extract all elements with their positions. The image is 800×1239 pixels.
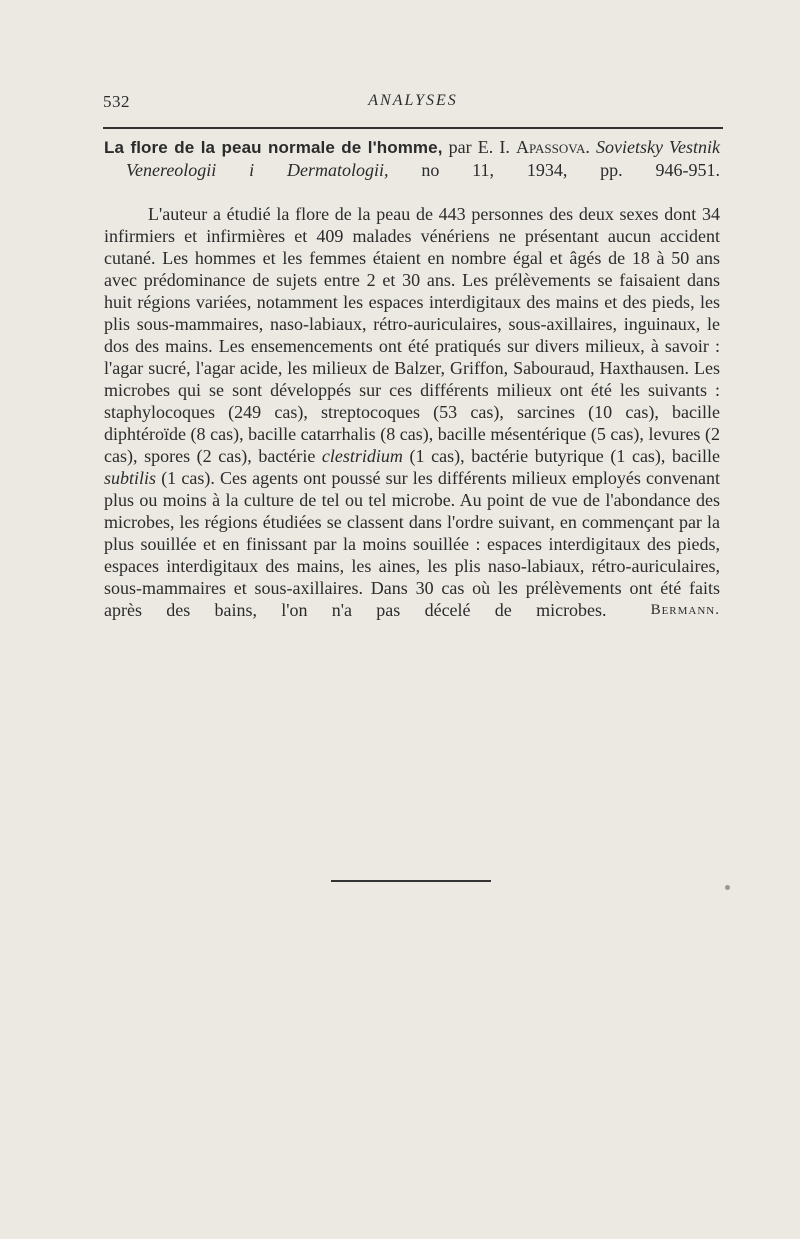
reviewer-signature: Bermann. [650, 602, 720, 618]
end-rule [331, 880, 491, 882]
page-number: 532 [103, 92, 130, 111]
body-text-part-2: (1 cas), bactérie butyrique (1 cas), bacille [409, 446, 721, 466]
article-body [104, 203, 720, 643]
header-rule [103, 127, 723, 129]
running-head [103, 92, 723, 116]
body-text-part-3: (1 cas). Ces agents ont poussé sur les différents milieux employés convenant plus ou moins à la culture de tel ou tel microbe. Au point de vue de l'abondance des microbes, les régions étudiées se classent dans l'ordre suivant, en commençant par la plus souillée et en finissant par la moins souillée : espaces interdigitaux des pieds, espaces interdigitaux des mains, les aines, les plis naso-labiaux, rétro-auriculaires, sous-mammaires et sous-axillaires. Dans 30 cas où les prélèvements ont été faits après des bains, l'on n'a pas décelé de microbes. [104, 468, 721, 620]
author-by: par E. I. [448, 137, 510, 157]
body-text-part-1: L'auteur a étudié la flore de la peau de 443 personnes des deux sexes dont 34 infirmiers et infirmières et 409 malades vénériens ne présentant aucun accident cutané. Les hommes et les femmes étaient en nombre égal et âgés de 18 à 50 ans avec prédominance de sujets entre 2 et 30 ans. Les prélèvements se faisaient dans huit régions variées, notamment les espaces interdigitaux des mains et des pieds, les plis sous-mammaires, naso-labiaux, rétro-auriculaires, sous-axillaires, inguinaux, le dos des mains. Les ensemencements ont été pratiqués sur divers milieux, à savoir : l'agar sucré, l'agar acide, les milieux de Balzer, Griffon, Sabouraud, Haxthausen. Les microbes qui se sont développés sur ces différents milieux ont été les suivants : staphylocoques (249 cas), streptocoques (53 cas), sarcines (10 cas), bacille diphtéroïde (8 cas), bacille catarrhalis (8 cas), bacille mésentérique (5 cas), levures (2 cas), spores (2 cas), bactérie [104, 204, 720, 466]
article-heading [104, 136, 720, 203]
article-title: La flore de la peau normale de l'homme, [104, 138, 443, 157]
citation: no 11, 1934, pp. 946-951. [421, 160, 721, 180]
paper-speck [725, 885, 730, 890]
journal-name: Sovietsky Vestnik Venereologii i Dermatologii, [126, 137, 721, 180]
author-name: Apassova. [515, 137, 590, 157]
section-title: ANALYSES [368, 92, 458, 109]
article [104, 136, 720, 643]
italic-term-clostridium: clestridium [321, 446, 403, 466]
italic-term-subtilis: subtilis [104, 468, 157, 488]
